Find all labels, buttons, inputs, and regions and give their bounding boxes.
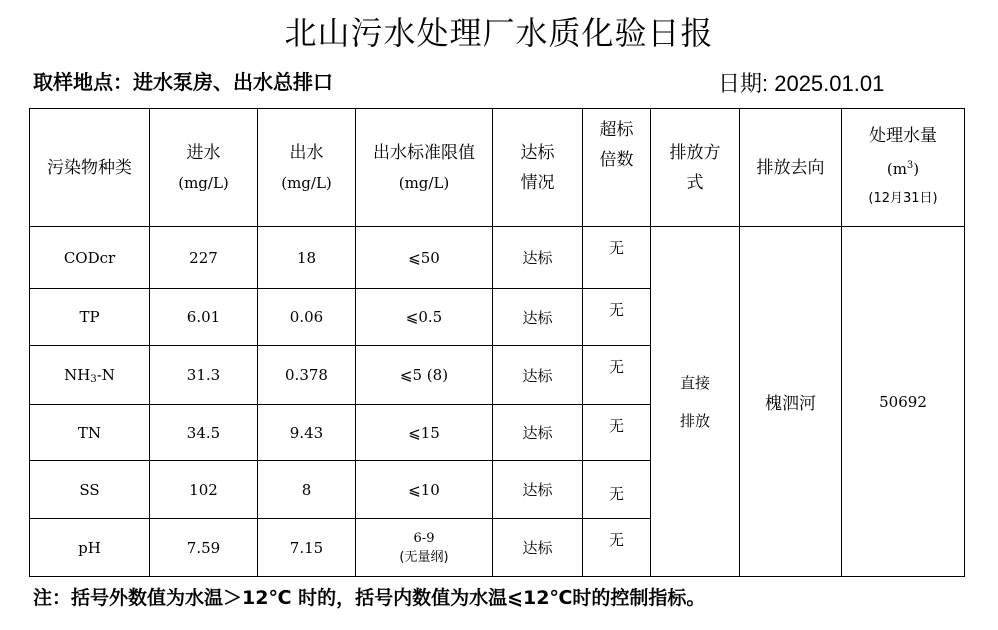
status-value: 达标 — [493, 461, 583, 519]
status-value: 达标 — [493, 519, 583, 577]
page-title: 北山污水处理厂水质化验日报 — [284, 14, 714, 52]
status-value: 达标 — [493, 346, 583, 405]
sampling-location: 取样地点：进水泵房、出水总排口 — [33, 70, 333, 94]
exceed-value: 无 — [583, 519, 651, 577]
report-date: 日期: 2025.01.01 — [718, 71, 885, 96]
discharge-direction-cell: 槐泗河 — [740, 227, 842, 577]
treated-volume: 50692 — [842, 227, 965, 577]
pollutant-name: TN — [30, 405, 150, 461]
effluent-value: 0.06 — [258, 289, 356, 346]
header-volume: 处理水量 $(m^3)$ (12月31日) — [842, 109, 965, 227]
header-exceed: 超标 倍数 — [583, 109, 651, 227]
effluent-value: 18 — [258, 227, 356, 289]
status-value: 达标 — [493, 227, 583, 289]
status-value: 达标 — [493, 289, 583, 346]
limit-value: ⩽0.5 — [356, 289, 493, 346]
limit-value: ⩽50 — [356, 227, 493, 289]
influent-value: 7.59 — [150, 519, 258, 577]
influent-value: 6.01 — [150, 289, 258, 346]
effluent-value: 9.43 — [258, 405, 356, 461]
pollutant-name: $NH_3-N$ — [30, 346, 150, 405]
pollutant-name: CODcr — [30, 227, 150, 289]
exceed-value: 无 — [583, 461, 651, 519]
discharge-method-cell: 直接 排放 — [651, 227, 740, 577]
header-effluent: 出水 (mg/L) — [258, 109, 356, 227]
influent-value: 34.5 — [150, 405, 258, 461]
pollutant-name: SS — [30, 461, 150, 519]
pollutant-name: pH — [30, 519, 150, 577]
influent-value: 31.3 — [150, 346, 258, 405]
effluent-value: 0.378 — [258, 346, 356, 405]
header-influent: 进水 (mg/L) — [150, 109, 258, 227]
header-limit: 出水标准限值 (mg/L) — [356, 109, 493, 227]
header-pollutant: 污染物种类 — [30, 109, 150, 227]
effluent-value: 7.15 — [258, 519, 356, 577]
influent-value: 227 — [150, 227, 258, 289]
header-discharge-method: 排放方 式 — [651, 109, 740, 227]
exceed-value: 无 — [583, 289, 651, 346]
exceed-value: 无 — [583, 227, 651, 289]
header-direction: 排放去向 — [740, 109, 842, 227]
status-value: 达标 — [493, 405, 583, 461]
limit-value: ⩽10 — [356, 461, 493, 519]
influent-value: 102 — [150, 461, 258, 519]
limit-value: ⩽15 — [356, 405, 493, 461]
effluent-value: 8 — [258, 461, 356, 519]
water-quality-table — [29, 108, 965, 577]
header-status: 达标 情况 — [493, 109, 583, 227]
header-row — [30, 109, 965, 227]
exceed-value: 无 — [583, 346, 651, 405]
limit-value: ⩽5 (8) — [356, 346, 493, 405]
pollutant-name: TP — [30, 289, 150, 346]
exceed-value: 无 — [583, 405, 651, 461]
footnote: 注：括号外数值为水温＞12℃ 时的，括号内数值为水温⩽12℃时的控制指标。 — [33, 587, 706, 609]
limit-value: 6-9 (无量纲) — [356, 519, 493, 577]
table-row — [30, 227, 965, 289]
